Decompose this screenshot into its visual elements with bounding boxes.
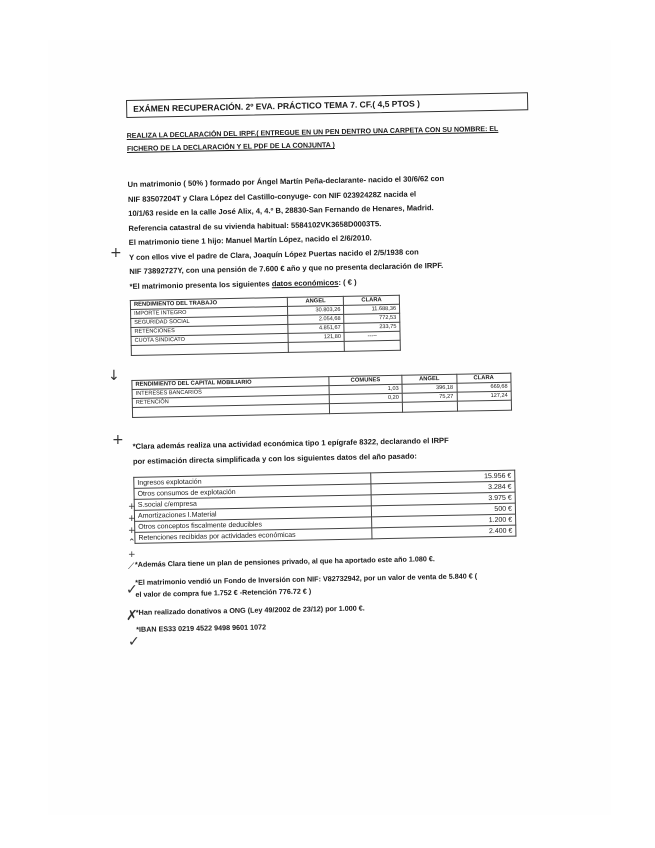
table-actividad-economica [133, 470, 516, 544]
table-header: CLARA [344, 295, 400, 305]
document-page [48, 40, 611, 815]
table-header: ANGEL [287, 296, 344, 306]
handwritten-check-mark: ↓ [108, 368, 120, 384]
paragraph-line: Y con ellos vive el padre de Clara, Joaquín López Puertas nacido el 2/5/1938 con [128, 246, 419, 262]
instruction-line-1: REALIZA LA DECLARACIÓN DEL IRPF.( ENTREGUE EN UN PEN DENTRO UNA CARPETA CON SU NOMBRE: EL [126, 125, 499, 140]
instruction-line-2: FICHERO DE LA DECLARACIÓN Y EL PDF DE LA CONJUNTA ) [126, 141, 335, 153]
table-rendimiento-trabajo [130, 295, 401, 356]
handwritten-mark: ⌃ [128, 538, 136, 548]
document-content [126, 91, 596, 637]
table-row: S.social c/empresa 3.975 € [134, 492, 515, 510]
table-header: RENDIMIENTO DEL TRABAJO [130, 297, 287, 309]
paragraph-line: Referencia catastral de su vivienda habitual: 5584102VK3658D0003T5. [128, 218, 382, 233]
handwritten-check-mark: ✓ [126, 582, 138, 598]
note-pension-plan: *Además Clara tiene un plan de pensiones privado, al que ha aportado este año 1.080 €. [134, 554, 435, 569]
table-header: COMUNES [329, 375, 402, 385]
table-header: CLARA [456, 373, 511, 383]
handwritten-check-mark: ✓ [128, 634, 140, 650]
handwritten-cross-mark: + [112, 432, 124, 448]
note-iban: *IBAN ES33 0219 4522 9498 9601 1072 [136, 622, 267, 634]
paragraph-line: 10/1/63 reside en la calle José Alix, 4, 4.º B, 28830-San Fernando de Henares, Madrid. [128, 203, 434, 218]
table-row: RETENCIONES 4.851,67 233,75 [131, 322, 400, 336]
handwritten-mark: + [128, 526, 136, 536]
table-header: ANGEL [402, 374, 457, 384]
note-fondo-line-2: el valor de compra fue 1.752 € -Retención 776.72 € ) [135, 586, 312, 599]
handwritten-cross-mark: + [110, 245, 122, 261]
handwritten-mark: + [128, 550, 136, 560]
paragraph-line: NIF 83507204T y Clara López del Castillo-conyuge- con NIF 02392428Z nacida el [127, 188, 417, 204]
datos-heading: *El matrimonio presenta los siguientes datos económicos: ( € ) [129, 277, 357, 291]
table-row: IMPORTE INTEGRO 30.803,26 11.688,36 [131, 304, 400, 318]
case-paragraph [127, 169, 589, 294]
note-fondo-line-1: *El matrimonio vendió un Fondo de Inversión con NIF: V82732942, por un valor de venta de 5.840 € ( [135, 570, 478, 587]
table-row: CUOTA SINDICATO 121,80 ----- [131, 331, 400, 345]
table-row: SEGURIDAD SOCIAL 2.054,68 772,53 [131, 313, 400, 327]
handwritten-cross-mark: ✗ [126, 608, 138, 624]
table-row: Amortizaciones I.Material 500 € [134, 503, 515, 521]
handwritten-mark: + [128, 514, 136, 524]
table-row: Otros conceptos fiscalmente deducibles 1.200 € [135, 514, 516, 532]
activity-line-1: *Clara además realiza una actividad económica tipo 1 epígrafe 8322, declarando el IRPF [132, 435, 449, 451]
activity-line-2: por estimación directa simplificada y con los siguientes datos del año pasado: [132, 450, 417, 466]
exam-title: EXÁMEN RECUPERACIÓN. 2º EVA. PRÁCTICO TEMA 7. CF.( 4,5 PTOS ) [126, 92, 528, 118]
table-row: Retenciones recibidas por actividades económicas 2.400 € [135, 525, 516, 543]
table-row: Otros consumos de explotación 3.284 € [134, 481, 515, 499]
paragraph-line: Un matrimonio ( 50% ) formado por Ángel Martín Peña-declarante- nacido el 30/6/62 con [127, 173, 445, 189]
paragraph-line: El matrimonio tiene 1 hijo: Manuel Martín López, nacido el 2/6/2010. [128, 233, 372, 247]
handwritten-mark: ⟋ [128, 562, 135, 572]
table-row: RETENCIÓN 0,20 75,27 127,24 [132, 391, 511, 407]
handwritten-mark: + [128, 502, 136, 512]
note-donativos: *Han realizado donativos a ONG (Ley 49/2002 de 23/12) por 1.000 €. [135, 603, 365, 617]
paragraph-line: NIF 73892727Y, con una pensión de 7.600 € año y que no presenta declaración de IRPF. [129, 260, 444, 276]
table-header: RENDIMIENTO DEL CAPITAL MOBILIARIO [132, 377, 329, 390]
table-row: Ingresos explotación 15.956 € [134, 470, 515, 488]
table-row: INTERESES BANCARIOS 1,03 396,18 669,68 [132, 382, 511, 398]
